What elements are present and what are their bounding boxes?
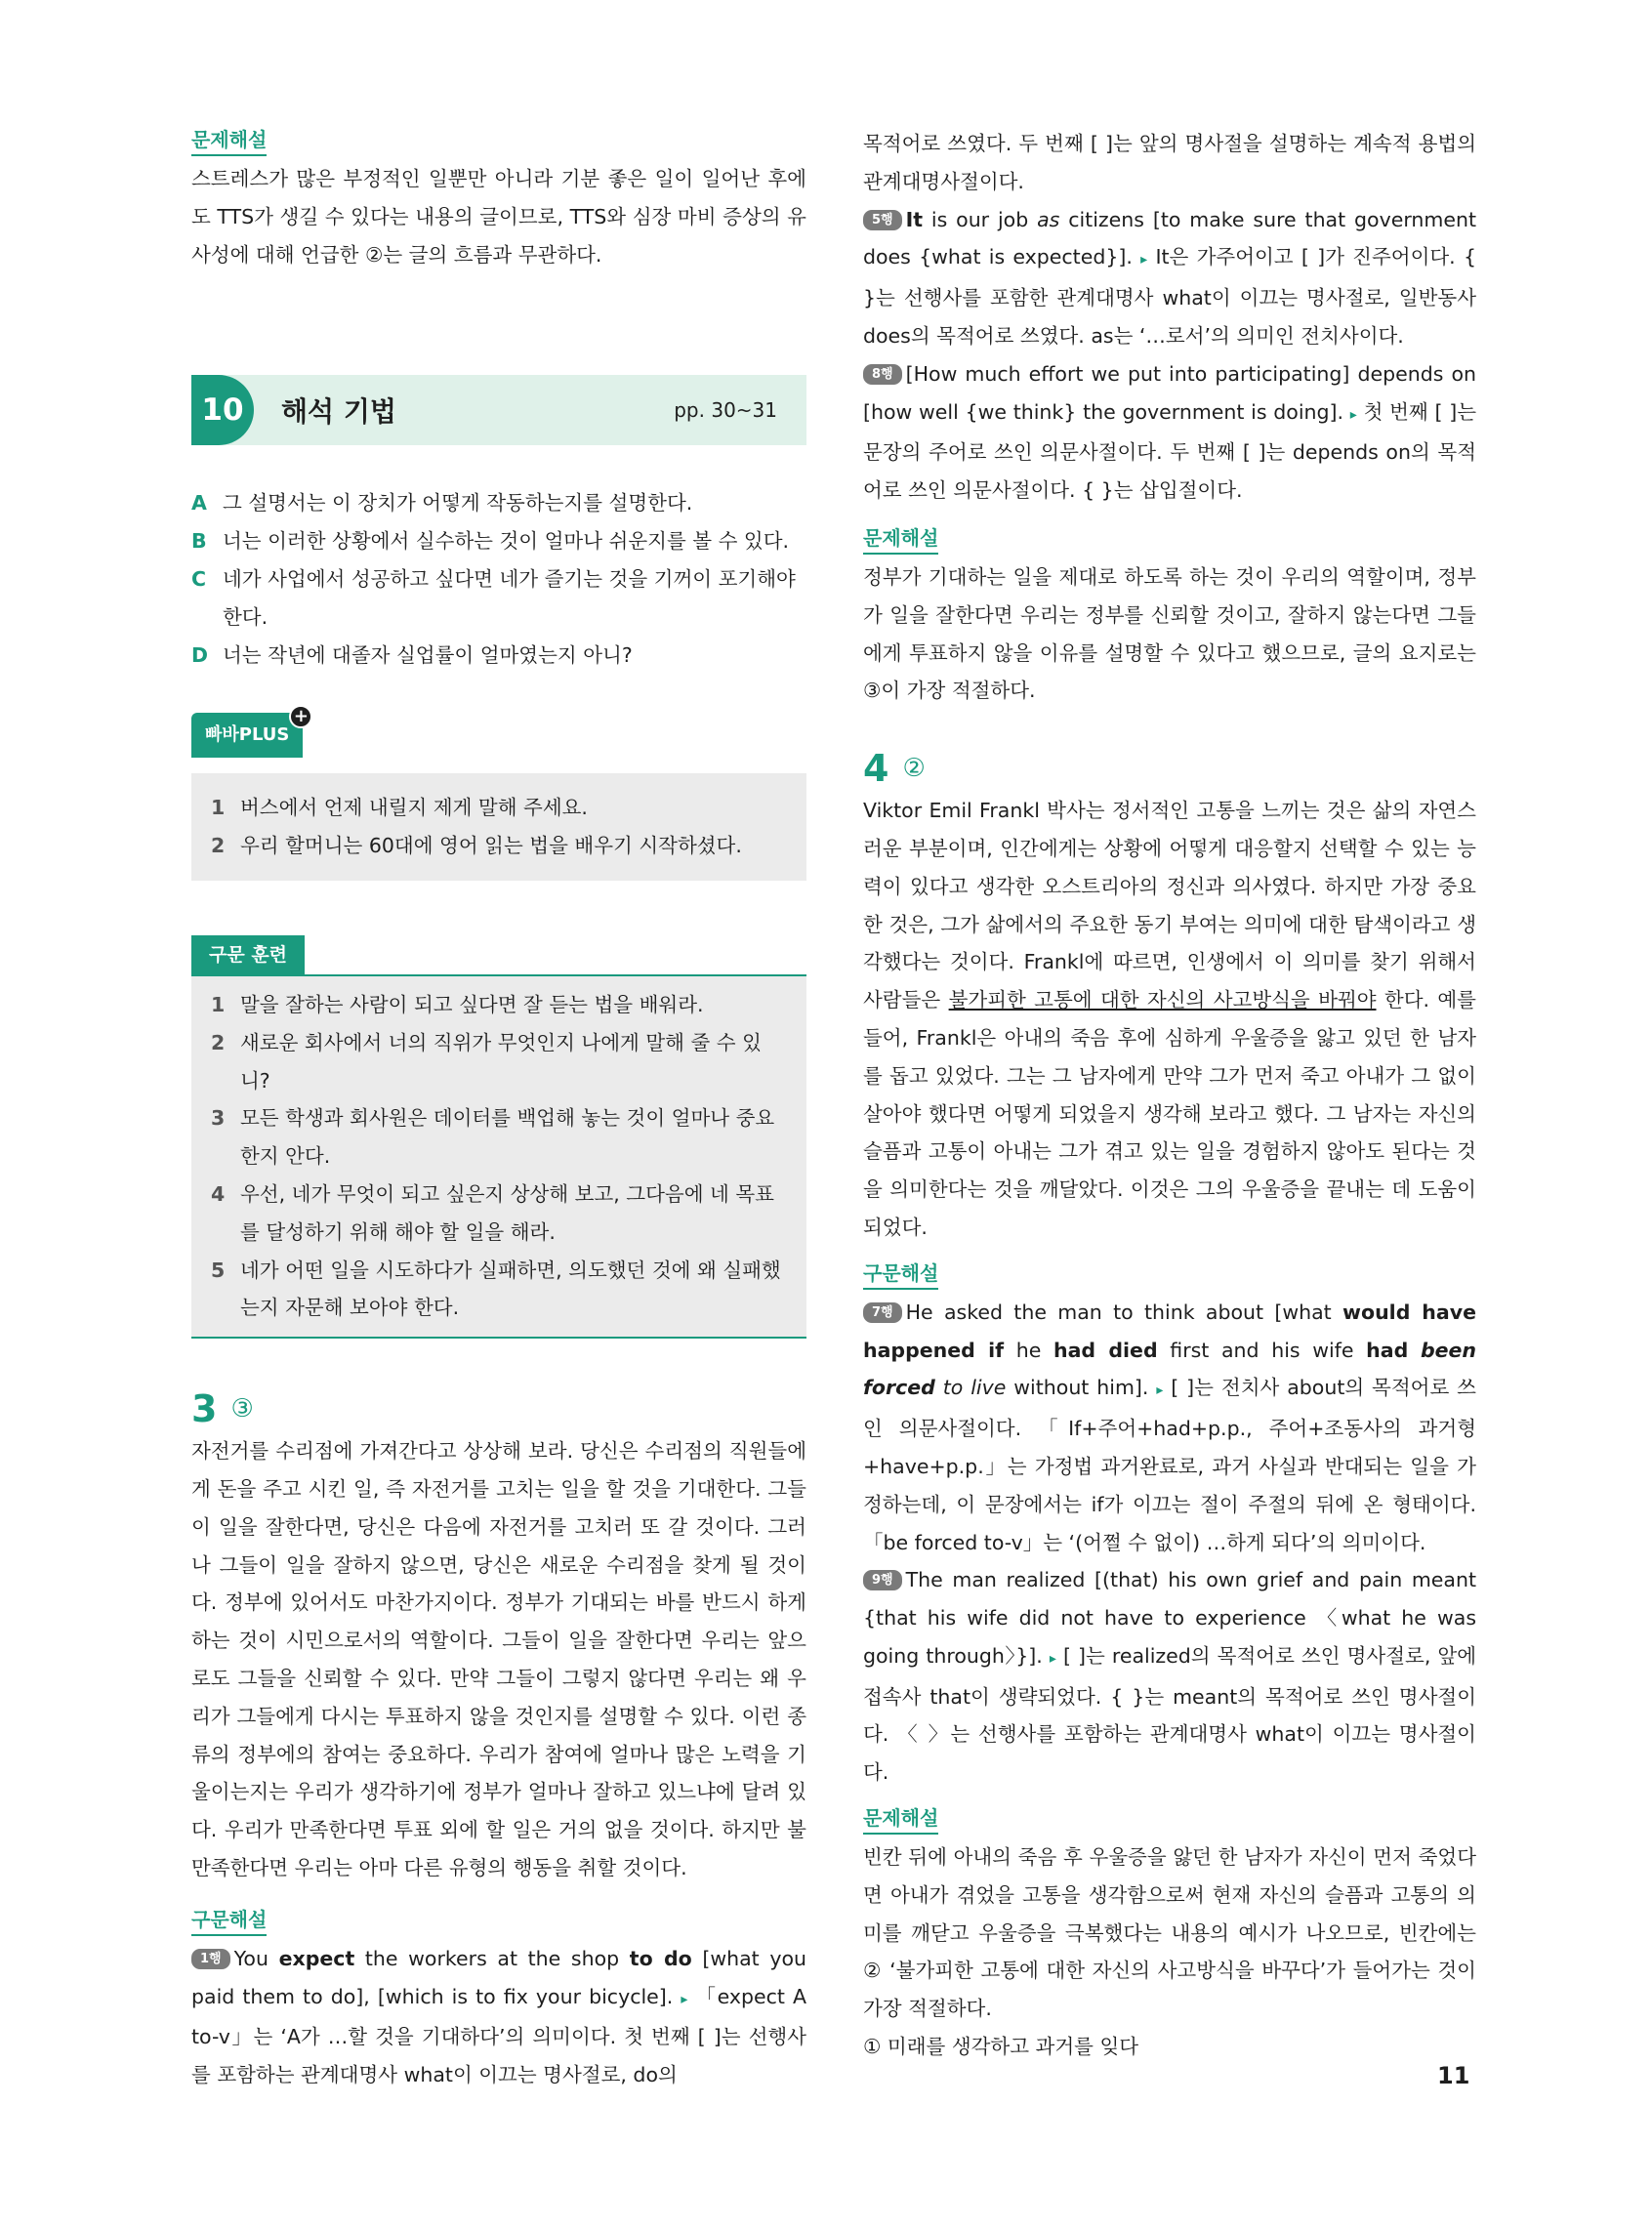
list-item [211, 1099, 787, 1176]
line-badge: 8행 [863, 364, 902, 385]
item-text: 너는 이러한 상황에서 실수하는 것이 얼마나 쉬운지를 볼 수 있다. [223, 529, 790, 554]
syntax-bold-italic: been forced [863, 1338, 1477, 1400]
question-number: 4 [863, 747, 889, 791]
arrow-icon: ▸ [1349, 406, 1357, 423]
syntax-text: the workers at the shop [354, 1946, 630, 1970]
page-number: 11 [1437, 2062, 1470, 2089]
translation-text: 자전거를 수리점에 가져간다고 상상해 보라. 당신은 수리점의 직원들에게 돈을 주고 시킨 일, 즉 자전거를 고치는 일을 할 것을 기대한다. 그들이 일을 잘한다면, 당신은 다음에 자전거를 고치러 또 갈 것이다. 그러나 그들이 일을 잘하지 않으면, 당신은 새로운 수리점을 찾게 될 것이다. 정부에 있어서도 마찬가지이다. 정부가 기대되는 바를 반드시 하게 하는 것이 시민으로서의 역할이다. 그들이 일을 잘한다면 우리는 앞으로도 그들을 신뢰할 수 있다. 만약 그들이 그렇지 않다면 우리는 왜 우리가 그들에게 다시는 투표하지 않을 것인지를 설명할 수 있다. 이런 종류의 정부에의 참여는 중요하다. 우리가 참여에 얼마나 많은 노력을 기울이는지는 우리가 생각하기에 정부가 얼마나 잘하고 있느냐에 달려 있다. 우리가 만족한다면 투표 외에 할 일은 거의 없을 것이다. 하지만 불만족한다면 우리는 아마 다른 유형의 행동을 취할 것이다. [191, 1439, 806, 1879]
syntax-continuation: 목적어로 쓰였다. 두 번째 [ ]는 앞의 명사절을 설명하는 계속적 용법의 관계대명사절이다. [863, 132, 1476, 193]
syntax-text: [ ]는 전치사 about의 목적어로 쓰인 의문사절이다. 「If+주어+had+p.p., 주어+조동사의 과거형+have+p.p.」는 가정법 과거완료로, 과거 사실과 반대되는 일을 가정하는데, 이 문장에서는 if가 이끄는 절이 주절의 뒤에 온 형태이다. 「be forced to-v」는 ‘(어쩔 수 없이) …하게 되다’의 의미이다. [863, 1376, 1476, 1554]
item-text: 모든 학생과 회사원은 데이터를 백업해 놓는 것이 얼마나 중요한지 안다. [240, 1106, 775, 1169]
question-answer: ② [902, 754, 926, 784]
translation-part: Viktor Emil Frankl 박사는 정서적인 고통을 느끼는 것은 삶의 자연스러운 부분이며, 인간에게는 상황에 어떻게 대응할지 선택할 수 있는 능력이 있다고 생각한 오스트리아의 정신과 의사였다. 하지만 가장 중요한 것은, 그가 삶에서의 주요한 동기 부여는 의미에 대한 탐색이라고 생각했다는 것이다. Frankl에 따르면, 인생에서 이 의미를 찾기 위해서 사람들은 [863, 799, 1476, 1012]
item-text: 우선, 네가 무엇이 되고 싶은지 상상해 보고, 그다음에 네 목표를 달성하기 위해 해야 할 일을 해라. [240, 1181, 774, 1244]
explain-label: 문제해설 [191, 125, 267, 156]
section-title: 해석 기법 [281, 395, 396, 429]
syntax-bold: had died [1053, 1338, 1158, 1362]
translation-part: 한다. 예를 들어, Frankl은 아내의 죽음 후에 심하게 우울증을 앓고 있던 한 남자를 돕고 있었다. 그는 그 남자에게 만약 그가 먼저 죽고 아내가 그 없이 살아야 했다면 어떻게 되었을지 생각해 보라고 했다. 그 남자는 자신의 슬픔과 고통이 아내는 그가 겪고 있는 일을 경험하지 않아도 된다는 것을 의미한다는 것을 깨달았다. 이것은 그의 우울증을 끝내는 데 도움이 되었다. [863, 988, 1476, 1239]
section-header [191, 375, 806, 445]
syntax-text: citizens [to make sure that government does {what is expected}]. [863, 207, 1476, 269]
item-text: 새로운 회사에서 너의 직위가 무엇인지 나에게 말해 줄 수 있니? [240, 1030, 762, 1093]
item-text: 말을 잘하는 사람이 되고 싶다면 잘 듣는 법을 배워라. [240, 992, 704, 1016]
syntax-note [191, 1940, 806, 2094]
syntax-note [863, 1294, 1476, 1562]
item-text: 그 설명서는 이 장치가 어떻게 작동하는지를 설명한다. [223, 491, 693, 516]
arrow-icon: ▸ [1140, 252, 1148, 268]
list-item [211, 789, 787, 827]
item-number: 1 [211, 992, 226, 1016]
translation-list [191, 484, 806, 674]
list-item [191, 484, 806, 522]
syntax-bold: would have happened if [863, 1300, 1476, 1362]
item-number: 1 [211, 796, 226, 820]
section-number: 10 [191, 375, 254, 445]
syntax-text: 「expect A to-v」는 ‘A가 …할 것을 기대하다’의 의미이다. 첫 번째 [ ]는 선행사를 포함하는 관계대명사 what이 이끄는 명사절로, do의 [191, 1984, 806, 2087]
syntax-bold: to do [629, 1946, 692, 1970]
explain-label: 문제해설 [863, 1803, 938, 1835]
item-number: 4 [211, 1181, 226, 1206]
list-item [211, 827, 787, 865]
list-item [211, 1252, 787, 1328]
syntax-text: [ ]는 realized의 목적어로 쓰인 명사절로, 앞에 접속사 that이 생략되었다. { }는 meant의 목적어로 쓰인 명사절이다. 〈 〉는 선행사를 포함하는 관계대명사 what이 이끄는 명사절이다. [863, 1643, 1476, 1785]
item-number: 2 [211, 1030, 226, 1054]
question-answer: ③ [230, 1394, 254, 1424]
syntax-text: [what you paid them to do], [which is to fix your bicycle]. [191, 1946, 807, 2008]
plus-tab [191, 706, 309, 758]
syntax-bold: had [1366, 1338, 1409, 1362]
line-badge: 1행 [191, 1949, 230, 1969]
syntax-text: [How much effort we put into participating] depends on [how well {we think} the government is doing]. [863, 361, 1476, 424]
plus-box [191, 773, 806, 881]
plus-label: 빠바PLUS [205, 724, 290, 746]
explain-label: 문제해설 [863, 523, 938, 555]
item-text: 네가 어떤 일을 시도하다가 실패하면, 의도했던 것에 왜 실패했는지 자문해 보아야 한다. [240, 1258, 781, 1320]
arrow-icon: ▸ [1049, 1650, 1056, 1667]
arrow-icon: ▸ [681, 1991, 688, 2007]
syntax-text: It은 가주어이고 [ ]가 진주어이다. { }는 선행사를 포함한 관계대명사 what이 이끄는 명사절로, 일반동사 does의 목적어로 쓰였다. as는 ‘…로서’의 의미인 전치사이다. [863, 245, 1476, 348]
plus-icon: + [289, 705, 312, 728]
line-badge: 5행 [863, 210, 902, 230]
left-column [191, 125, 806, 2094]
line-badge: 7행 [863, 1302, 902, 1323]
train-tab: 구문 훈련 [191, 935, 305, 974]
list-item [211, 1176, 787, 1252]
list-item [191, 522, 806, 560]
syntax-label: 구문해설 [191, 1905, 267, 1936]
question-header [863, 745, 1476, 792]
syntax-text: first and his wife [1157, 1338, 1367, 1362]
syntax-italic: as [1037, 207, 1060, 231]
answer-option: ① 미래를 생각하고 과거를 잊다 [863, 2035, 1139, 2059]
syntax-text: he [1004, 1338, 1053, 1362]
syntax-text: is our job [923, 207, 1038, 231]
section-pages: pp. 30~31 [674, 398, 777, 423]
item-letter: D [191, 642, 209, 667]
arrow-icon: ▸ [1156, 1383, 1164, 1399]
question-number: 3 [191, 1387, 218, 1431]
syntax-text: without him]. [1006, 1376, 1157, 1400]
syntax-italic: to live [942, 1376, 1007, 1400]
syntax-text: He asked the man to think about [what [905, 1300, 1343, 1324]
translation-text [863, 792, 1476, 1247]
explain-text: 스트레스가 많은 부정적인 일뿐만 아니라 기분 좋은 일이 일어난 후에도 TTS가 생길 수 있다는 내용의 글이므로, TTS와 심장 마비 증상의 유사성에 대해 언급한 ②는 글의 흐름과 무관하다. [191, 167, 806, 267]
syntax-label: 구문해설 [863, 1259, 938, 1290]
line-badge: 9행 [863, 1570, 902, 1590]
item-letter: B [191, 529, 207, 554]
syntax-bold: It [905, 207, 924, 231]
underlined-phrase: 불가피한 고통에 대한 자신의 사고방식을 바꿔야 [948, 988, 1377, 1012]
item-text: 너는 작년에 대졸자 실업률이 얼마였는지 아니? [223, 642, 633, 667]
syntax-note [863, 201, 1476, 355]
list-item [191, 637, 806, 675]
item-text: 버스에서 언제 내릴지 제게 말해 주세요. [240, 796, 588, 820]
list-item [191, 560, 806, 637]
list-item [211, 986, 787, 1024]
syntax-text: 첫 번째 [ ]는 문장의 주어로 쓰인 의문사절이다. 두 번째 [ ]는 depends on의 목적어로 쓰인 의문사절이다. { }는 삽입절이다. [863, 399, 1476, 503]
item-text: 네가 사업에서 성공하고 싶다면 네가 즐기는 것을 기꺼이 포기해야 한다. [223, 566, 796, 629]
item-letter: A [191, 491, 207, 516]
syntax-text: The man realized [(that) his own grief and pain meant {that his wife did not have to experience 〈what he was going through〉}]. [863, 1568, 1476, 1668]
item-letter: C [191, 566, 207, 591]
question-header [191, 1385, 806, 1432]
right-column [863, 125, 1476, 2066]
train-box [191, 974, 806, 1339]
item-number: 5 [211, 1258, 226, 1282]
syntax-text [935, 1376, 943, 1399]
syntax-bold: expect [278, 1946, 355, 1970]
item-text: 우리 할머니는 60대에 영어 읽는 법을 배우기 시작하셨다. [240, 834, 742, 858]
item-number: 3 [211, 1106, 226, 1131]
item-number: 2 [211, 834, 226, 858]
explain-text: 빈칸 뒤에 아내의 죽음 후 우울증을 앓던 한 남자가 자신이 먼저 죽었다면 아내가 겪었을 고통을 생각함으로써 현재 자신의 슬픔과 고통의 의미를 깨닫고 우울증을 극복했다는 내용의 예시가 나오므로, 빈칸에는 ② ‘불가피한 고통에 대한 자신의 사고방식을 바꾸다’가 들어가는 것이 가장 적절하다. [863, 1845, 1476, 2021]
explain-text: 정부가 기대하는 일을 제대로 하도록 하는 것이 우리의 역할이며, 정부가 일을 잘한다면 우리는 정부를 신뢰할 것이고, 잘하지 않는다면 그들에게 투표하지 않을 이유를 설명할 수 있다고 했으므로, 글의 요지로는 ③이 가장 적절하다. [863, 564, 1476, 703]
syntax-note [863, 355, 1476, 510]
syntax-text: You [233, 1946, 279, 1970]
syntax-note [863, 1561, 1476, 1792]
list-item [211, 1024, 787, 1100]
